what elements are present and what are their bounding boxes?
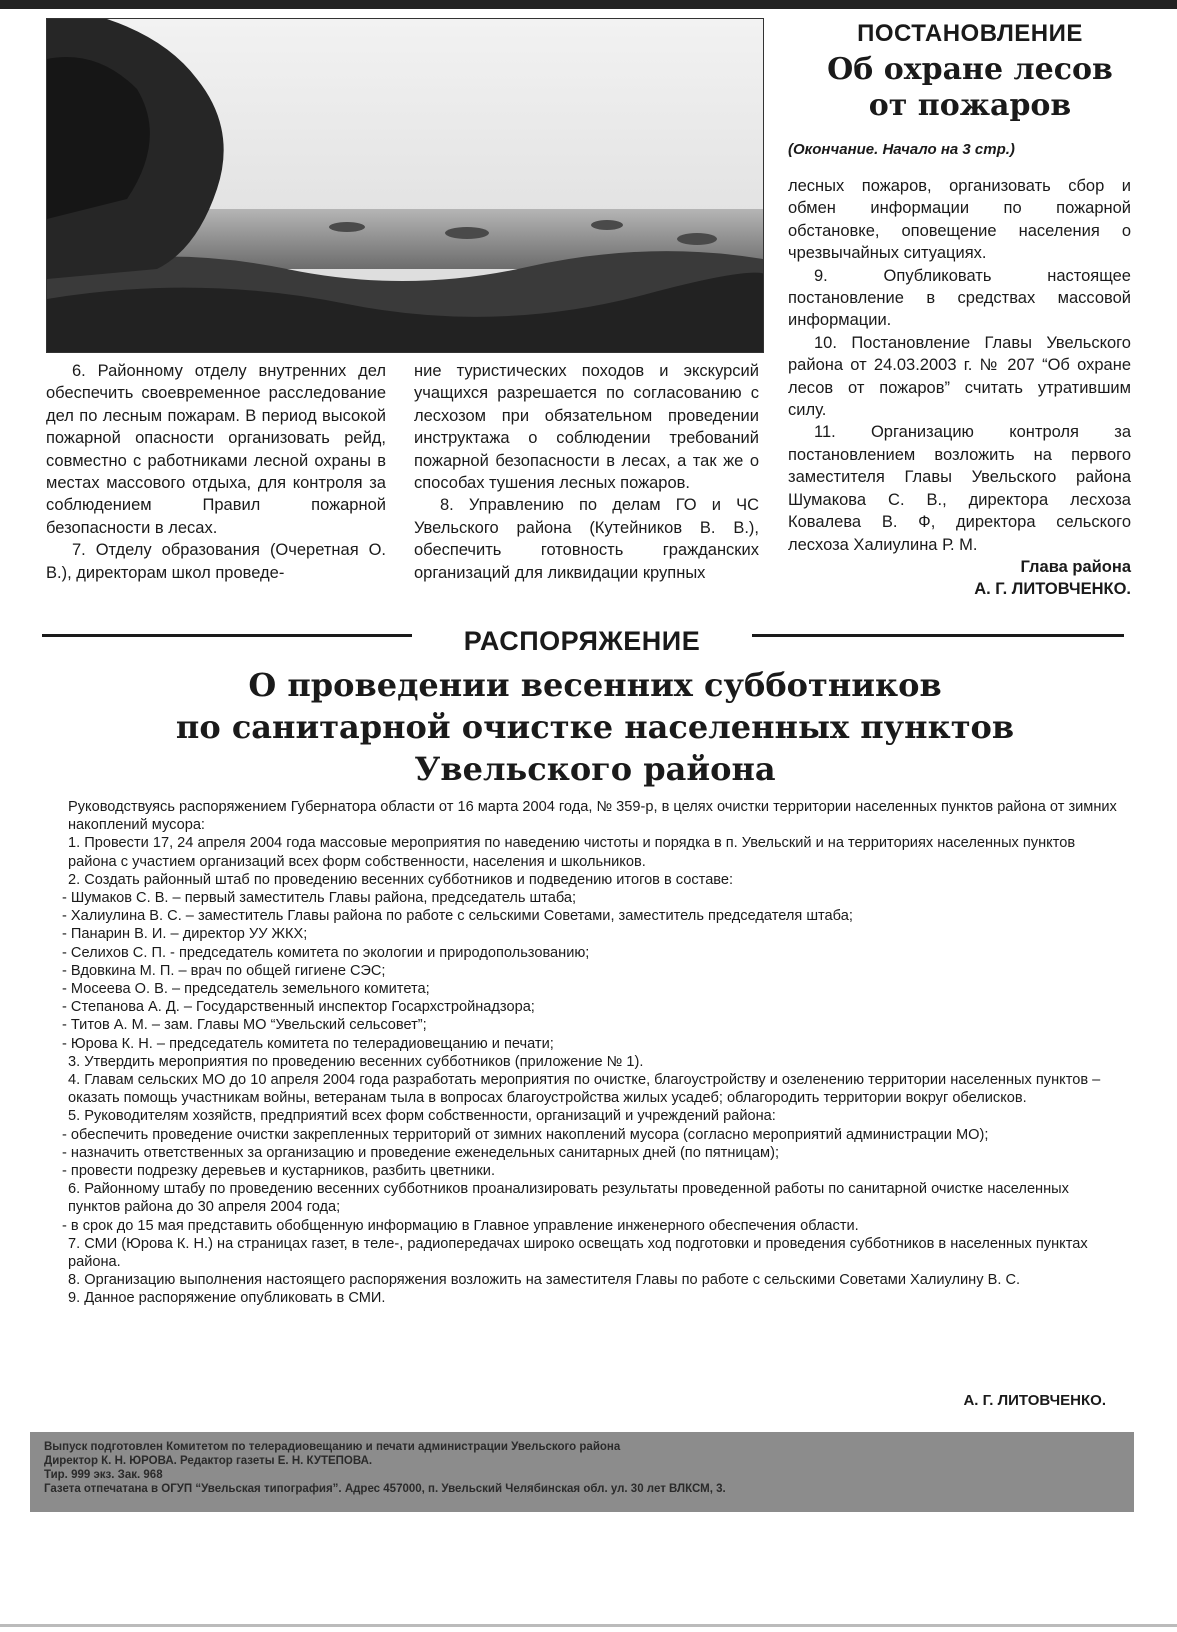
order-title-line: Увельского района	[414, 750, 776, 788]
decree-column-2	[414, 360, 759, 584]
order-title-line: по санитарной очистке населенных пунктов	[175, 708, 1015, 746]
order-list-item: - обеспечить проведение очистки закрепленных территорий от зимних накоплений мусора (согласно мероприятий администрации МО);	[62, 1126, 989, 1143]
order-paragraph: 9. Данное распоряжение опубликовать в СМИ.	[68, 1290, 386, 1307]
section-divider-left	[42, 634, 412, 637]
order-list-item: - Мосеева О. В. – председатель земельного комитета;	[62, 981, 430, 998]
order-list-item: - Степанова А. Д. – Государственный инспектор Госархстройнадзора;	[62, 999, 535, 1016]
imprint-line: Тир. 999 экз. Зак. 968	[44, 1469, 163, 1481]
order-paragraph: 3. Утвердить мероприятия по проведению весенних субботников (приложение № 1).	[68, 1053, 644, 1070]
decree-paragraph: ние туристических походов и экскурсий учащихся разрешается по согласованию с лесхозом при обязательном проведении инструктажа о соблюдении требований пожарной безопасности в лесах, а так же о способах тушения лесных пожаров.	[414, 362, 759, 493]
order-list-item: - Титов А. М. – зам. Главы МО “Увельский сельсовет”;	[62, 1017, 427, 1034]
order-paragraph: 1. Провести 17, 24 апреля 2004 года массовые мероприятия по наведению чистоты и порядка в п. Увельский и на территориях населенных пунктов района с участием организаций всех форм собственности, населения и школьников.	[68, 835, 1076, 870]
order-list-item: - Вдовкина М. П. – врач по общей гигиене СЭС;	[62, 962, 386, 979]
order-list-item: - Халиулина В. С. – заместитель Главы района по работе с сельскими Советами, заместитель председателя штаба;	[62, 908, 853, 925]
order-paragraph: 4. Главам сельских МО до 10 апреля 2004 года разработать мероприятия по очистке, благоустройству и озеленению территории населенных пунктов – оказать помощь участникам войны, ветеранам тыла в вопросах благоустройства жилых усадеб; облагородить территории вокруг обелисков.	[68, 1072, 1101, 1107]
bottom-edge-line	[0, 1624, 1177, 1627]
imprint-line: Директор К. Н. ЮРОВА. Редактор газеты Е. Н. КУТЕПОВА.	[44, 1455, 373, 1467]
decree-paragraph: 6. Районному отделу внутренних дел обеспечить своевременное расследование дел по лесным пожарам. В период высокой пожарной опасности организовать рейд, совместно с работниками лесной охраны в местах массового отдыха, для контроля за соблюдением Правил пожарной безопасности в лесах.	[46, 362, 386, 537]
decree-paragraph: 8. Управлению по делам ГО и ЧС Увельского района (Кутейников В. В.), обеспечить готовность гражданских организаций для ликвидации крупных	[414, 496, 759, 582]
imprint-line: Выпуск подготовлен Комитетом по телерадиовещанию и печати администрации Увельского района	[44, 1441, 621, 1453]
imprint-line: Газета отпечатана в ОГУП “Увельская типография”. Адрес 457000, п. Увельский Челябинская обл. ул. 30 лет ВЛКСМ, 3.	[44, 1483, 726, 1495]
order-body	[32, 798, 1124, 1308]
decree-column-3	[788, 175, 1131, 601]
order-title-line: О проведении весенних субботников	[248, 666, 942, 704]
section-divider-right	[752, 634, 1124, 637]
order-signatory-name: А. Г. ЛИТОВЧЕНКО.	[963, 1392, 1106, 1409]
order-list-item: - Юрова К. Н. – председатель комитета по телерадиовещанию и печати;	[62, 1035, 554, 1052]
decree-label: ПОСТАНОВЛЕНИЕ	[857, 20, 1083, 47]
decree-title-line: Об охране лесов	[827, 52, 1113, 87]
forest-landscape-illustration	[47, 19, 763, 352]
decree-paragraph: лесных пожаров, организовать сбор и обмен информации по пожарной обстановке, оповещение населения о чрезвычайных ситуациях.	[788, 177, 1131, 263]
forest-landscape-photo	[46, 18, 764, 353]
decree-paragraph: 10. Постановление Главы Увельского района от 24.03.2003 г. № 207 “Об охране лесов от пожаров” считать утратившим силу.	[788, 333, 1131, 420]
order-paragraph: 6. Районному штабу по проведению весенних субботников проанализировать результаты проведенной работы по санитарной очистке населенных пунктов района до 30 апреля 2004 года;	[68, 1181, 1069, 1216]
decree-paragraph: 9. Опубликовать настоящее постановление в средствах массовой информации.	[788, 266, 1131, 330]
order-list-item: - Селихов С. П. - председатель комитета по экологии и природопользованию;	[62, 944, 590, 961]
decree-title-line: от пожаров	[868, 88, 1072, 123]
order-list-item: - назначить ответственных за организацию и проведение еженедельных санитарных дней (по пятницам);	[62, 1144, 780, 1161]
decree-paragraph: 11. Организацию контроля за постановлением возложить на первого заместителя Главы Увельского района Шумакова С. В., директора лесхоза Ковалева В. Ф, директора сельского лесхоза Халиулина Р. М.	[788, 423, 1131, 554]
order-label: РАСПОРЯЖЕНИЕ	[463, 626, 701, 656]
order-list-item: - провести подрезку деревьев и кустарников, разбить цветники.	[62, 1163, 495, 1180]
order-paragraph: 2. Создать районный штаб по проведению весенних субботников и подведению итогов в составе:	[68, 871, 734, 888]
order-list-item: - Шумаков С. В. – первый заместитель Главы района, председатель штаба;	[62, 890, 577, 907]
decree-signatory-title: Глава района	[1020, 557, 1131, 576]
continuation-note: (Окончание. Начало на 3 стр.)	[788, 141, 1015, 158]
decree-signatory-name: А. Г. ЛИТОВЧЕНКО.	[974, 580, 1131, 599]
order-title	[60, 664, 1130, 790]
order-list-item: - в срок до 15 мая представить обобщенную информацию в Главное управление инженерного обеспечения области.	[62, 1217, 859, 1234]
decree-title	[780, 52, 1160, 124]
order-paragraph: Руководствуясь распоряжением Губернатора области от 16 марта 2004 года, № 359-р, в целях очистки территории населенных пунктов района от зимних накоплений мусора:	[68, 799, 1117, 834]
top-edge-bar	[0, 0, 1177, 9]
order-list-item: - Панарин В. И. – директор УУ ЖКХ;	[62, 926, 308, 943]
publisher-imprint	[30, 1432, 1134, 1512]
order-paragraph: 7. СМИ (Юрова К. Н.) на страницах газет, в теле-, радиопередачах широко освещать ход подготовки и проведения субботников в населенных пунктах района.	[68, 1235, 1088, 1271]
order-paragraph: 5. Руководителям хозяйств, предприятий всех форм собственности, организаций и учреждений района:	[68, 1108, 776, 1125]
decree-column-1	[46, 360, 386, 584]
order-paragraph: 8. Организацию выполнения настоящего распоряжения возложить на заместителя Главы по работе с сельскими Советами Халиулину В. С.	[68, 1272, 1021, 1289]
decree-paragraph: 7. Отделу образования (Очеретная О. В.), директорам школ проведе-	[46, 541, 386, 582]
